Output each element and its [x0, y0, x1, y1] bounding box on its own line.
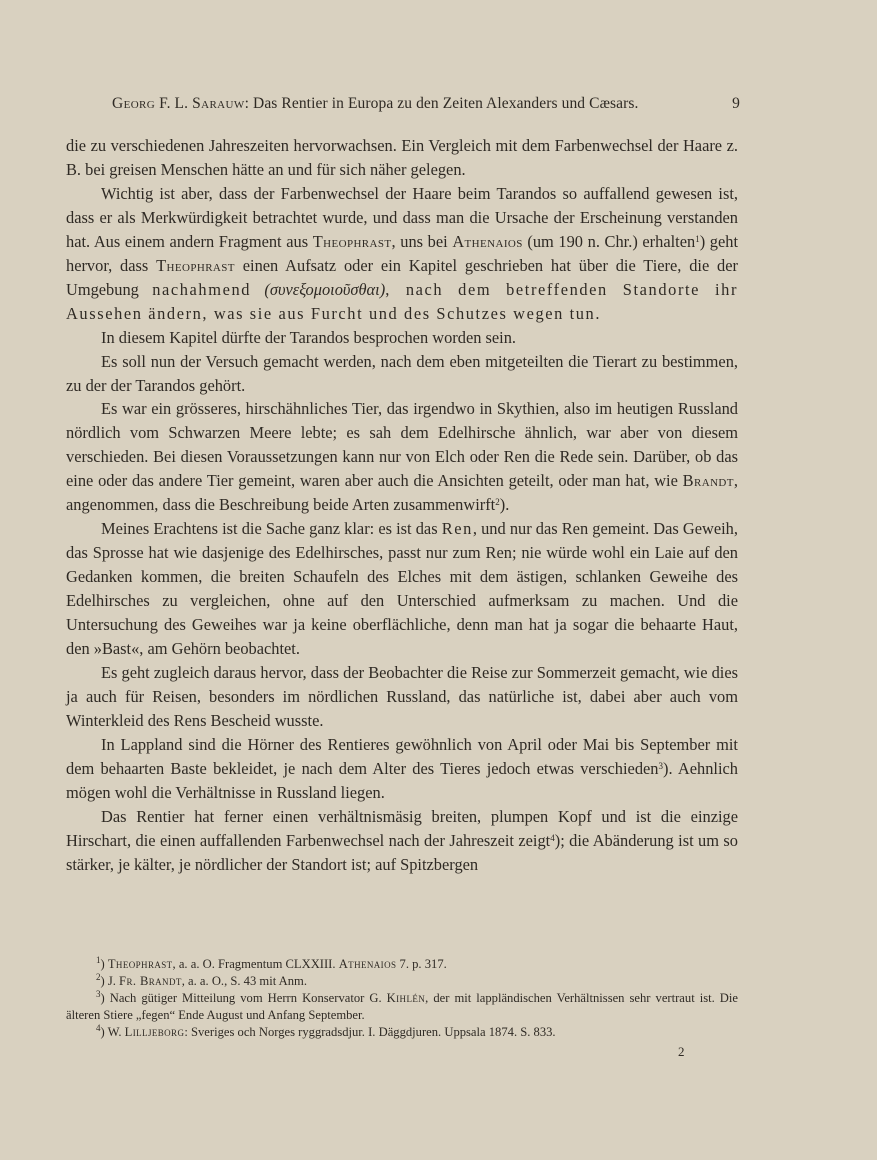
text-run: ).	[499, 495, 510, 515]
footnote-mark: 4	[96, 1023, 101, 1033]
text-run: , uns bei	[391, 231, 453, 251]
author-name: Athenaios	[452, 231, 523, 251]
footnote-3: $^3$) Nach gütiger Mitteilung vom Herrn Konservator G. Kihlén, der mit lappländischen Verhältnissen sehr vertraut ist. Die älteren Stiere „fegen“ Ende August und Anfang September.	[66, 989, 738, 1022]
header-article-title: : Das Rentier in Europa zu den Zeiten Alexanders und Cæsars.	[244, 95, 639, 112]
greek-term: (συνεξομοιοῦσθαι)	[264, 279, 386, 299]
author-name: Theophrast	[312, 231, 392, 251]
author-name: Lilljeborg	[124, 1025, 185, 1039]
footnote-mark: 2	[96, 972, 101, 982]
text-run: , und nur das Ren gemeint. Das Geweih, das Sprosse hat wie dasjenige des Edelhirsches, passt nur zum Ren; nie würde wohl ein Laie auf den Gedanken kommen, die breiten Schaufeln des Elches mit dem ästigen, schlanken Geweihe des Edelhirsches zu vergleichen, ohne auf den Unterschied aufmerksam zu machen. Und die Untersuchung des Geweihes war ja keine oberflächliche, denn man hat ja sogar die behaarte Haut, den »Bast«, am Gehörn beobachtet.	[66, 519, 738, 659]
text-run: , a. a. O., S. 43 mit Anm.	[181, 974, 307, 988]
footnote-mark: 3	[96, 989, 101, 999]
text-run: : Sveriges och Norges ryggradsdjur. I. Däggdjuren. Uppsala 1874. S. 833.	[184, 1025, 556, 1039]
header-author-first: Georg	[112, 95, 156, 112]
text-run: ); die Abänderung ist um so stärker, je kälter, je nördlicher der Standort ist; auf Spitzbergen	[66, 830, 738, 874]
text-run: ) geht hervor, dass	[66, 231, 739, 275]
author-name: Kihlén	[386, 991, 426, 1005]
text-run: (um 190 n. Chr.) erhalten	[522, 231, 696, 251]
header-author-last: Sarauw	[192, 95, 245, 112]
author-name: Brandt	[682, 471, 734, 491]
text-run: Das Rentier hat ferner einen verhältnismäsig breiten, plumpen Kopf und ist die einzige Hirschart, die einen auffallenden Farbenwechsel nach der Jahreszeit zeigt	[66, 806, 738, 850]
footnote-mark: 1	[96, 955, 101, 965]
paragraph-7: Es geht zugleich daraus hervor, dass der Beobachter die Reise zur Sommerzeit gemacht, wie dies ja auch für Reisen, besonders im nördlichen Russland, das natürliche ist, dabei aber auch vom Winterkleid des Rens Bescheid wusste.	[66, 662, 738, 730]
text-run: 7. p. 317.	[396, 957, 447, 971]
paragraph-1: die zu verschiedenen Jahreszeiten hervorwachsen. Ein Vergleich mit dem Farbenwechsel der Haare z. B. bei greisen Menschen hätte an und für sich näher gelegen.	[66, 136, 738, 179]
footnote-ref: 4	[550, 832, 555, 843]
text-run: , der mit lappländischen Verhältnissen sehr vertraut ist. Die älteren Stiere „fegen“ Ende August und Anfang September.	[66, 991, 738, 1022]
emphasized-text: Ren	[441, 519, 473, 539]
author-name: Athenaios	[338, 957, 397, 971]
paragraph-4: Es soll nun der Versuch gemacht werden, nach dem eben mitgeteilten die Tierart zu bestimmen, zu der der Tarandos gehört.	[66, 351, 738, 395]
text-run: Nach gütiger Mitteilung vom Herrn Konservator G.	[109, 991, 387, 1005]
author-name: Fr. Brandt	[119, 974, 182, 988]
author-name: Theophrast	[107, 957, 173, 971]
text-run: W.	[107, 1025, 125, 1039]
footnote-ref: 3	[658, 760, 663, 771]
author-name: Theophrast	[156, 255, 235, 275]
footnote-1: $^1$) Theophrast, a. a. O. Fragmentum CLXXIII. Athenaios 7. p. 317.	[96, 955, 447, 971]
text-run: Es war ein grösseres, hirschähnliches Tier, das irgendwo in Skythien, also im heutigen Russland nördlich vom Schwarzen Meere lebte; es sah dem Edelhirsche ähnlich, war aber von diesem verschieden. Bei diesen Voraussetzungen kann nur von Elch oder Ren die Rede sein. Darüber, ob das eine oder das andere Tier gemeint, waren aber auch die Ansichten geteilt, oder man hat, wie	[66, 399, 738, 491]
header-author-initials: F. L.	[155, 95, 193, 112]
text-run: einen Aufsatz oder ein Kapitel geschrieben hat über die Tiere, die der Umgebung	[66, 255, 738, 299]
paragraph-8	[66, 733, 738, 805]
footnote-2: $^2$) J. Fr. Brandt, a. a. O., S. 43 mit Anm.	[96, 972, 307, 988]
emphasized-text: nachahmend	[152, 279, 252, 299]
text-run: J.	[107, 974, 120, 988]
paragraph-3: In diesem Kapitel dürfte der Tarandos besprochen worden sein.	[101, 327, 517, 347]
footnotes	[66, 956, 738, 1041]
footnote-ref: 1	[695, 233, 700, 244]
text-run: Wichtig ist aber, dass der Farbenwechsel der Haare beim Tarandos so auffallend gewesen ist, dass er als Merkwürdigkeit betrachtet wurde, und dass man die Ursache der Erscheinung verstanden hat. Aus einem andern Fragment aus	[66, 183, 738, 251]
body-text	[66, 134, 738, 877]
paragraph-2	[66, 182, 738, 326]
text-run: In Lappland sind die Hörner des Rentieres gewöhnlich von April oder Mai bis September mit dem behaarten Baste bekleidet, je nach dem Alter des Tieres jedoch etwas verschieden	[66, 734, 738, 778]
text-run: , angenommen, dass die Beschreibung beide Arten zusammenwirft	[66, 471, 738, 515]
header-title	[112, 95, 639, 113]
paragraph-5	[66, 397, 738, 517]
footnote-4: $^4$) W. Lilljeborg: Sveriges och Norges ryggradsdjur. I. Däggdjuren. Uppsala 1874. S. 833.	[96, 1023, 556, 1039]
emphasized-text: , nach dem betreffenden Standorte ihr Aussehen ändern, was sie aus Furcht und des Schutzes wegen tun.	[66, 279, 738, 323]
paragraph-9	[66, 805, 738, 877]
signature-mark: 2	[678, 1044, 685, 1059]
text-run: , a. a. O. Fragmentum CLXXIII.	[172, 957, 339, 971]
footnote-ref: 2	[495, 497, 500, 508]
paragraph-6	[66, 517, 738, 661]
page-number: 9	[732, 95, 740, 112]
running-header	[112, 95, 740, 113]
text-run: Meines Erachtens ist die Sache ganz klar: es ist das	[101, 519, 442, 539]
text-run: ). Aehnlich mögen wohl die Verhältnisse in Russland liegen.	[66, 758, 738, 802]
